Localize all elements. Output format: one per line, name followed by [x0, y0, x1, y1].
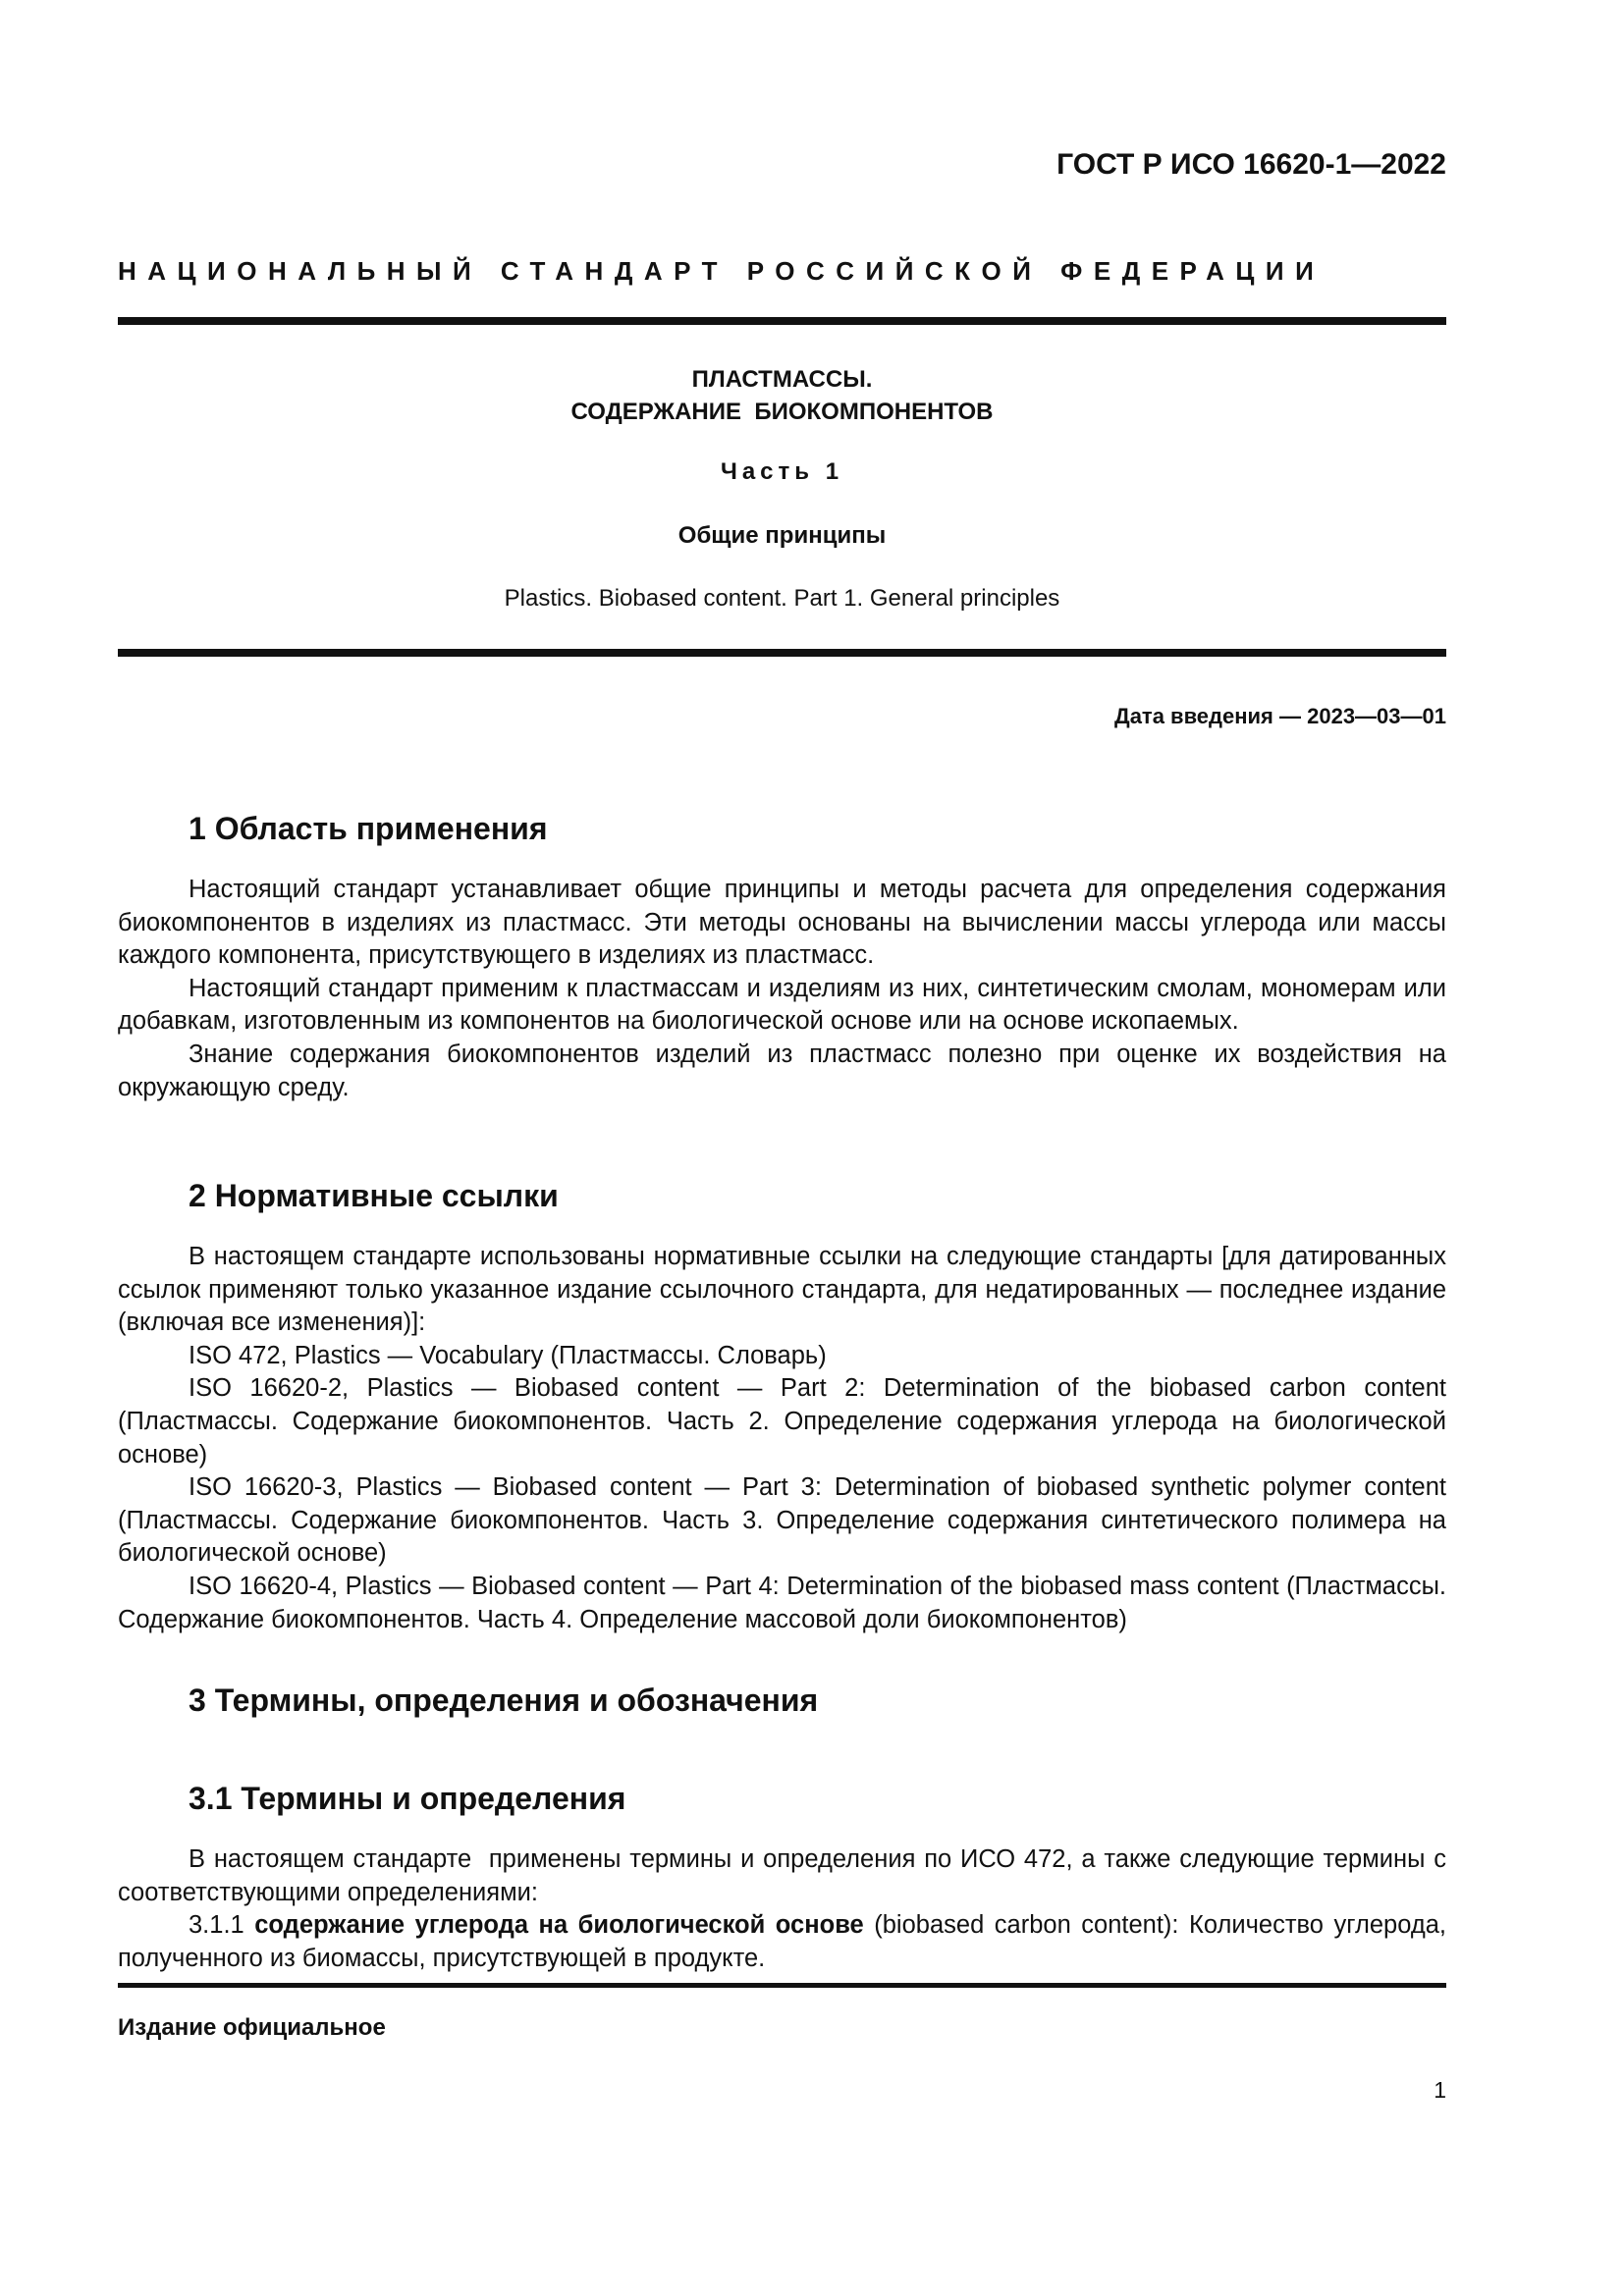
- section-3-1-heading: 3.1 Термины и определения: [189, 1781, 626, 1816]
- part-subtitle: Общие принципы: [677, 522, 887, 549]
- paragraph: Знание содержания биокомпонентов изделий из пластмасс полезно при оценке их воздействия на окружающую среду.: [118, 1040, 1446, 1101]
- english-title: Plastics. Biobased content. Part 1. General principles: [504, 585, 1060, 612]
- effective-date: Дата введения — 2023—03—01: [1114, 704, 1446, 728]
- term-name: содержание углерода на биологической основе: [254, 1911, 864, 1940]
- term-text: (biobased carbon content): Количество углерода, полученного из биомассы, присутствующей в продукте.: [118, 1911, 1454, 1972]
- reference-item: ISO 16620-3, Plastics — Biobased content — Part 3: Determination of biobased synthetic polymer content (Пластмассы. Содержание биокомпонентов. Часть 3. Определение содержания синтетического полимера на биологической основе): [118, 1473, 1446, 1568]
- document-title: [118, 363, 1446, 428]
- page-number: 1: [1434, 2077, 1446, 2103]
- section-2-body: [118, 1241, 1446, 1636]
- title-line-1: ПЛАСТМАССЫ.: [691, 366, 873, 393]
- term-definition: [118, 1909, 1454, 1975]
- footer-rule: [118, 1983, 1446, 1988]
- section-1-heading: 1 Область применения: [189, 811, 548, 846]
- reference-item: ISO 472, Plastics — Vocabulary (Пластмассы. Словарь): [189, 1341, 827, 1369]
- paragraph: В настоящем стандарте применены термины и определения по ИСО 472, а также следующие термины с соответствующими определениями:: [118, 1845, 1454, 1906]
- reference-item: ISO 16620-4, Plastics — Biobased content — Part 4: Determination of the biobased mass content (Пластмассы. Содержание биокомпонентов. Часть 4. Определение массовой доли биокомпонентов): [118, 1572, 1446, 1633]
- national-standard-banner: НАЦИОНАЛЬНЫЙ СТАНДАРТ РОССИЙСКОЙ ФЕДЕРАЦИИ: [118, 256, 1326, 286]
- standard-designation: ГОСТ Р ИСО 16620-1—2022: [1056, 148, 1446, 181]
- section-2-heading: 2 Нормативные ссылки: [189, 1178, 559, 1213]
- part-label: Часть 1: [720, 458, 844, 485]
- paragraph: Настоящий стандарт устанавливает общие принципы и методы расчета для определения содержания биокомпонентов в изделиях из пластмасс. Эти методы основаны на вычислении массы углерода или массы каждого компонента, присутствующего в изделиях из пластмасс.: [118, 876, 1446, 970]
- term-number: 3.1.1: [189, 1911, 255, 1940]
- section-3-1-body: [118, 1843, 1454, 1975]
- title-rule: [118, 649, 1446, 657]
- section-1-body: [118, 874, 1446, 1104]
- section-3-heading: 3 Термины, определения и обозначения: [189, 1682, 819, 1718]
- paragraph: В настоящем стандарте использованы нормативные ссылки на следующие стандарты [для датированных ссылок применяют только указанное издание ссылочного стандарта, для недатированных — последнее издание (включая все изменения)]:: [118, 1243, 1446, 1337]
- official-edition-label: Издание официальное: [118, 2014, 386, 2041]
- paragraph: Настоящий стандарт применим к пластмассам и изделиям из них, синтетическим смолам, мономерам или добавкам, изготовленным из компонентов на биологической основе или на основе ископаемых.: [118, 974, 1446, 1036]
- title-line-2: СОДЕРЖАНИЕ БИОКОМПОНЕНТОВ: [570, 399, 994, 425]
- top-rule: [118, 317, 1446, 325]
- reference-item: ISO 16620-2, Plastics — Biobased content — Part 2: Determination of the biobased carbon content (Пластмассы. Содержание биокомпонентов. Часть 2. Определение содержания углерода на биологической основе): [118, 1374, 1446, 1468]
